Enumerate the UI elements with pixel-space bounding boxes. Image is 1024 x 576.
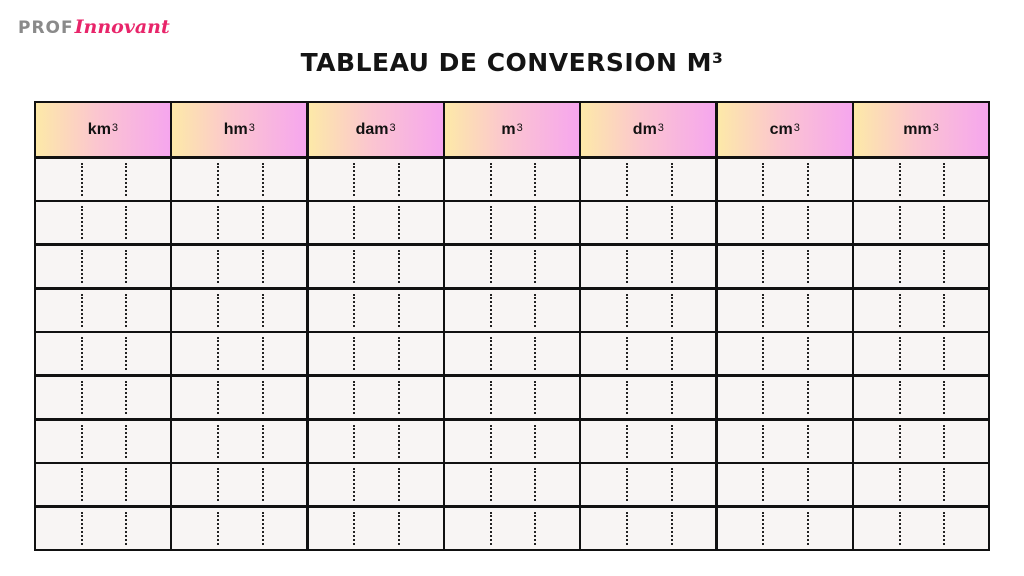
dotted-divider	[807, 206, 809, 239]
logo-innovant-text: Innovant	[74, 16, 170, 38]
table-cell[interactable]	[172, 202, 306, 243]
dotted-divider	[943, 294, 945, 327]
table-cell[interactable]	[445, 202, 579, 243]
column-header-mm3	[854, 103, 988, 156]
table-cell[interactable]	[581, 290, 715, 331]
dotted-divider	[262, 250, 264, 283]
table-cell[interactable]	[854, 290, 988, 331]
dotted-divider	[398, 206, 400, 239]
dotted-divider	[353, 206, 355, 239]
dotted-divider	[217, 381, 219, 414]
dotted-divider	[81, 512, 83, 545]
dotted-divider	[125, 512, 127, 545]
dotted-divider	[353, 294, 355, 327]
table-cell[interactable]	[172, 333, 306, 374]
dotted-divider	[398, 381, 400, 414]
dotted-divider	[217, 294, 219, 327]
dotted-divider	[217, 512, 219, 545]
table-cell[interactable]	[309, 377, 443, 418]
dotted-divider	[671, 163, 673, 196]
dotted-divider	[262, 337, 264, 370]
table-cell[interactable]	[581, 333, 715, 374]
table-cell[interactable]	[36, 333, 170, 374]
table-cell[interactable]	[36, 202, 170, 243]
table-cell[interactable]	[445, 333, 579, 374]
column-header-exponent: 3	[793, 121, 800, 134]
dotted-divider	[899, 163, 901, 196]
dotted-divider	[262, 381, 264, 414]
dotted-divider	[398, 337, 400, 370]
dotted-divider	[490, 425, 492, 458]
table-cell[interactable]	[309, 333, 443, 374]
column-header-exponent: 3	[111, 121, 119, 134]
dotted-divider	[807, 337, 809, 370]
dotted-divider	[671, 381, 673, 414]
dotted-divider	[626, 512, 628, 545]
dotted-divider	[534, 206, 536, 239]
dotted-divider	[217, 206, 219, 239]
table-column-cm3	[718, 103, 852, 549]
dotted-divider	[762, 294, 764, 327]
table-cell[interactable]	[581, 202, 715, 243]
dotted-divider	[671, 425, 673, 458]
dotted-divider	[490, 381, 492, 414]
dotted-divider	[262, 294, 264, 327]
dotted-divider	[534, 425, 536, 458]
table-cell[interactable]	[854, 377, 988, 418]
dotted-divider	[807, 294, 809, 327]
dotted-divider	[217, 163, 219, 196]
dotted-divider	[125, 206, 127, 239]
table-cell[interactable]	[581, 508, 715, 549]
dotted-divider	[81, 468, 83, 501]
table-cell[interactable]	[854, 508, 988, 549]
dotted-divider	[81, 294, 83, 327]
table-cell[interactable]	[581, 159, 715, 200]
table-cell[interactable]	[445, 508, 579, 549]
dotted-divider	[262, 425, 264, 458]
dotted-divider	[899, 294, 901, 327]
dotted-divider	[353, 250, 355, 283]
table-cell[interactable]	[172, 290, 306, 331]
dotted-divider	[125, 294, 127, 327]
dotted-divider	[671, 337, 673, 370]
table-column-dam3	[309, 103, 443, 549]
dotted-divider	[534, 294, 536, 327]
dotted-divider	[899, 206, 901, 239]
table-cell[interactable]	[581, 421, 715, 462]
column-header-exponent: 3	[389, 121, 396, 134]
dotted-divider	[534, 250, 536, 283]
dotted-divider	[262, 512, 264, 545]
dotted-divider	[762, 337, 764, 370]
dotted-divider	[81, 250, 83, 283]
table-cell[interactable]	[581, 246, 715, 287]
dotted-divider	[762, 381, 764, 414]
table-column-hm3	[172, 103, 306, 549]
table-cell[interactable]	[309, 202, 443, 243]
dotted-divider	[807, 425, 809, 458]
dotted-divider	[125, 425, 127, 458]
table-cell[interactable]	[309, 421, 443, 462]
dotted-divider	[490, 337, 492, 370]
dotted-divider	[943, 163, 945, 196]
dotted-divider	[807, 381, 809, 414]
dotted-divider	[762, 163, 764, 196]
dotted-divider	[262, 468, 264, 501]
dotted-divider	[943, 512, 945, 545]
table-cell[interactable]	[309, 159, 443, 200]
column-header-exponent: 3	[516, 121, 523, 134]
dotted-divider	[398, 294, 400, 327]
dotted-divider	[943, 468, 945, 501]
column-header-cm3	[718, 103, 852, 156]
dotted-divider	[81, 337, 83, 370]
table-cell[interactable]	[445, 246, 579, 287]
dotted-divider	[81, 206, 83, 239]
logo-prof-text: PROF	[18, 18, 74, 38]
table-column-dm3	[581, 103, 715, 549]
table-cell[interactable]	[445, 464, 579, 505]
table-cell[interactable]	[309, 508, 443, 549]
dotted-divider	[490, 250, 492, 283]
dotted-divider	[534, 381, 536, 414]
dotted-divider	[943, 425, 945, 458]
dotted-divider	[534, 512, 536, 545]
table-cell[interactable]	[36, 377, 170, 418]
dotted-divider	[899, 337, 901, 370]
dotted-divider	[626, 250, 628, 283]
column-header-unit: mm	[903, 120, 932, 138]
table-cell[interactable]	[36, 508, 170, 549]
column-header-unit: hm	[223, 120, 248, 138]
dotted-divider	[125, 163, 127, 196]
table-cell[interactable]	[581, 464, 715, 505]
dotted-divider	[762, 425, 764, 458]
dotted-divider	[398, 512, 400, 545]
dotted-divider	[671, 468, 673, 501]
dotted-divider	[943, 337, 945, 370]
dotted-divider	[262, 206, 264, 239]
dotted-divider	[626, 468, 628, 501]
dotted-divider	[899, 468, 901, 501]
table-cell[interactable]	[36, 290, 170, 331]
table-cell[interactable]	[309, 464, 443, 505]
dotted-divider	[762, 468, 764, 501]
table-column-m3	[445, 103, 579, 549]
dotted-divider	[943, 381, 945, 414]
dotted-divider	[490, 163, 492, 196]
table-cell[interactable]	[36, 464, 170, 505]
table-cell[interactable]	[854, 246, 988, 287]
column-header-m3	[445, 103, 579, 156]
dotted-divider	[626, 163, 628, 196]
dotted-divider	[626, 381, 628, 414]
page-title: TABLEAU DE CONVERSION M³	[300, 48, 724, 77]
dotted-divider	[534, 337, 536, 370]
table-cell[interactable]	[445, 421, 579, 462]
table-cell[interactable]	[36, 421, 170, 462]
column-header-exponent: 3	[932, 121, 939, 134]
dotted-divider	[125, 381, 127, 414]
dotted-divider	[217, 468, 219, 501]
dotted-divider	[626, 294, 628, 327]
table-cell[interactable]	[718, 159, 852, 200]
column-header-dm3	[581, 103, 715, 156]
dotted-divider	[81, 381, 83, 414]
dotted-divider	[353, 381, 355, 414]
dotted-divider	[217, 337, 219, 370]
table-cell[interactable]	[172, 464, 306, 505]
table-cell[interactable]	[309, 246, 443, 287]
dotted-divider	[490, 206, 492, 239]
dotted-divider	[125, 337, 127, 370]
dotted-divider	[899, 250, 901, 283]
table-cell[interactable]	[172, 377, 306, 418]
dotted-divider	[81, 163, 83, 196]
dotted-divider	[671, 294, 673, 327]
column-header-exponent: 3	[248, 121, 255, 134]
column-header-dam3	[309, 103, 443, 156]
table-cell[interactable]	[36, 246, 170, 287]
dotted-divider	[353, 468, 355, 501]
table-cell[interactable]	[172, 508, 306, 549]
table-cell[interactable]	[854, 333, 988, 374]
table-column-km3	[36, 103, 170, 549]
table-cell[interactable]	[854, 464, 988, 505]
table-cell[interactable]	[172, 421, 306, 462]
table-cell[interactable]	[718, 246, 852, 287]
table-cell[interactable]	[718, 464, 852, 505]
column-header-hm3	[172, 103, 306, 156]
dotted-divider	[398, 425, 400, 458]
dotted-divider	[943, 250, 945, 283]
column-header-exponent: 3	[657, 121, 664, 134]
dotted-divider	[671, 512, 673, 545]
dotted-divider	[81, 425, 83, 458]
dotted-divider	[762, 250, 764, 283]
table-column-mm3	[854, 103, 988, 549]
dotted-divider	[398, 468, 400, 501]
logo	[18, 16, 170, 46]
dotted-divider	[262, 163, 264, 196]
column-header-unit: cm	[769, 120, 793, 138]
dotted-divider	[398, 250, 400, 283]
dotted-divider	[353, 425, 355, 458]
dotted-divider	[125, 468, 127, 501]
table-cell[interactable]	[36, 159, 170, 200]
dotted-divider	[353, 337, 355, 370]
table-cell[interactable]	[445, 377, 579, 418]
table-cell[interactable]	[718, 333, 852, 374]
column-header-unit: dm	[632, 120, 657, 138]
column-header-unit: km	[87, 120, 111, 138]
table-cell[interactable]	[172, 159, 306, 200]
table-cell[interactable]	[309, 290, 443, 331]
dotted-divider	[217, 250, 219, 283]
dotted-divider	[626, 206, 628, 239]
table-cell[interactable]	[445, 159, 579, 200]
table-cell[interactable]	[172, 246, 306, 287]
dotted-divider	[217, 425, 219, 458]
table-cell[interactable]	[718, 290, 852, 331]
dotted-divider	[807, 512, 809, 545]
table-cell[interactable]	[854, 421, 988, 462]
dotted-divider	[899, 512, 901, 545]
conversion-table	[34, 101, 990, 551]
dotted-divider	[943, 206, 945, 239]
dotted-divider	[626, 337, 628, 370]
table-cell[interactable]	[854, 202, 988, 243]
table-cell[interactable]	[718, 421, 852, 462]
dotted-divider	[490, 294, 492, 327]
dotted-divider	[353, 163, 355, 196]
dotted-divider	[490, 468, 492, 501]
table-cell[interactable]	[445, 290, 579, 331]
table-cell[interactable]	[718, 508, 852, 549]
dotted-divider	[398, 163, 400, 196]
dotted-divider	[534, 163, 536, 196]
dotted-divider	[125, 250, 127, 283]
column-header-km3	[36, 103, 170, 156]
dotted-divider	[671, 206, 673, 239]
dotted-divider	[899, 425, 901, 458]
dotted-divider	[671, 250, 673, 283]
dotted-divider	[807, 163, 809, 196]
column-header-unit: dam	[355, 120, 389, 138]
dotted-divider	[534, 468, 536, 501]
table-cell[interactable]	[718, 202, 852, 243]
dotted-divider	[626, 425, 628, 458]
dotted-divider	[762, 512, 764, 545]
table-cell[interactable]	[854, 159, 988, 200]
table-cell[interactable]	[581, 377, 715, 418]
dotted-divider	[490, 512, 492, 545]
table-cell[interactable]	[718, 377, 852, 418]
column-header-unit: m	[501, 120, 516, 138]
dotted-divider	[353, 512, 355, 545]
dotted-divider	[807, 468, 809, 501]
dotted-divider	[899, 381, 901, 414]
dotted-divider	[762, 206, 764, 239]
dotted-divider	[807, 250, 809, 283]
